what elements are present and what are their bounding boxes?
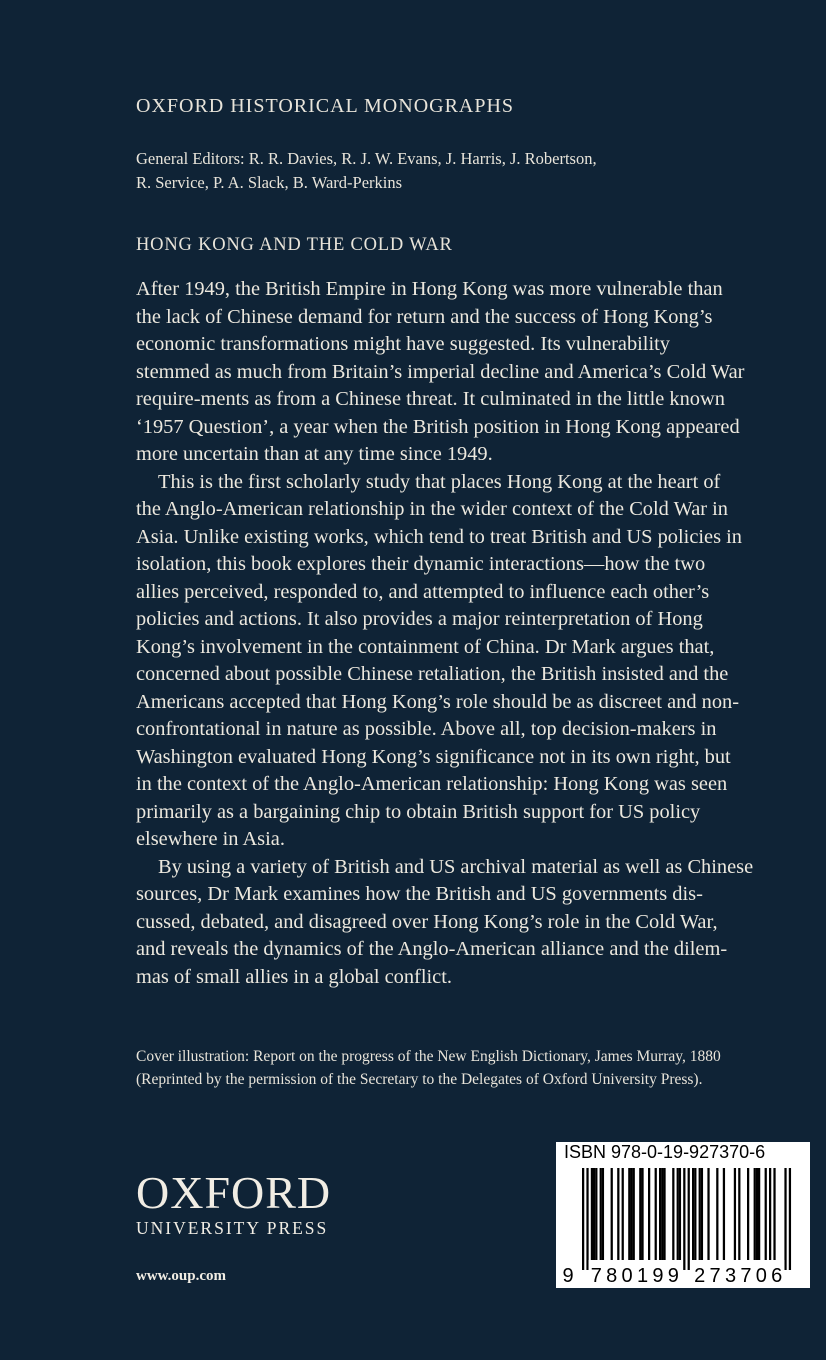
barcode-bar — [683, 1168, 685, 1270]
barcode-bar — [628, 1168, 630, 1260]
barcode-bar — [747, 1168, 749, 1260]
barcode-bar — [617, 1168, 619, 1260]
barcode-bar — [648, 1168, 650, 1260]
barcode-bar — [679, 1168, 681, 1260]
barcode-bar — [672, 1168, 674, 1260]
blurb-paragraph-3: By using a variety of British and US archival material as well as Chinese sources, Dr Mark examines how the British and US governments dis- cussed, debated, and disagreed over Hong Kong’s role in the Cold War, and reveals the dynamics of the Anglo-American alliance and the dilem- mas of small allies in a global conflict. — [136, 855, 754, 988]
isbn-label: ISBN 978-0-19-927370-6 — [564, 1142, 766, 1162]
publisher-logo — [136, 1167, 332, 1239]
barcode-bar — [641, 1168, 643, 1260]
barcode-digit: 0 — [621, 1265, 633, 1287]
barcode-bar — [586, 1168, 588, 1270]
barcode-bar — [661, 1168, 663, 1260]
blurb-paragraph-1: After 1949, the British Empire in Hong Kong was more vulnerable than the lack of Chinese demand for return and the success of Hong Kong’s economic transformations might have suggested. Its vulnerability stemmed as much from Britain’s imperial decline and America’s Cold War require-ments as from a Chinese threat. It culminated in the little known ‘1957 Question’, a year when the British position in Hong Kong appeared more uncertain than at any time since 1949. — [136, 278, 745, 465]
blurb — [136, 276, 816, 991]
barcode-bar — [688, 1168, 690, 1270]
general-editors-text: General Editors: R. R. Davies, R. J. W. Evans, J. Harris, J. Robertson, R. Service, P. A. Slack, B. Ward-Perkins — [136, 149, 597, 192]
barcode-bar — [633, 1168, 635, 1260]
publisher-subname: UNIVERSITY PRESS — [136, 1218, 329, 1238]
barcode-digit: 3 — [724, 1265, 737, 1287]
barcode-bar — [773, 1168, 775, 1260]
barcode-bar — [716, 1168, 718, 1260]
barcode-digit: 9 — [667, 1265, 679, 1287]
isbn-barcode — [556, 1142, 810, 1288]
barcode-bar — [602, 1168, 604, 1260]
barcode-digit: 0 — [755, 1265, 767, 1287]
barcode-bar — [784, 1168, 786, 1270]
barcode-bar — [595, 1168, 597, 1260]
series-title: OXFORD HISTORICAL MONOGRAPHS — [136, 95, 515, 117]
barcode-bar — [789, 1168, 791, 1270]
barcode-bar — [593, 1168, 595, 1260]
barcode-digit: 8 — [606, 1265, 618, 1287]
publisher-name: OXFORD — [136, 1167, 332, 1218]
barcode-digits: 9 — [562, 1265, 574, 1287]
barcode-bar — [611, 1168, 613, 1260]
blurb-paragraph-2: This is the first scholarly study that places Hong Kong at the heart of the Anglo-American relationship in the wider context of the Cold War in Asia. Unlike existing works, which tend to treat British and US policies in isolation, this book explores their dynamic interactions—how the two allies perceived, responded to, and attempted to influence each other’s policies and actions. It also provides a major reinterpretation of Hong Kong’s involvement in the containment of China. Dr Mark argues that, concerned about possible Chinese retaliation, the British insisted and the Americans accepted that Hong Kong’s role should be as discreet and non- confrontational in nature as possible. Above all, top decision-makers in Washington evaluated Hong Kong’s significance not in its own right, but in the context of the Anglo-American relationship: Hong Kong was seen primarily as a bargaining chip to obtain British support for US policy elsewhere in Asia. — [136, 470, 742, 850]
barcode-digit: 1 — [636, 1265, 649, 1287]
barcode-bar — [591, 1168, 593, 1260]
barcode-bar — [663, 1168, 665, 1260]
barcode-bar — [699, 1168, 701, 1260]
barcode-bar — [769, 1168, 771, 1260]
barcode-bar — [622, 1168, 624, 1260]
barcode-digit: 7 — [709, 1265, 721, 1287]
barcode-bar — [630, 1168, 632, 1260]
barcode-bar — [734, 1168, 736, 1260]
barcode-bar — [738, 1168, 740, 1260]
barcode-bar — [756, 1168, 758, 1260]
barcode-digit: 7 — [590, 1265, 602, 1287]
barcode-digit: 9 — [652, 1265, 664, 1287]
barcode-bar — [754, 1168, 756, 1260]
publisher-website: www.oup.com — [136, 1268, 227, 1284]
barcode-digit: 2 — [694, 1265, 706, 1287]
cover-illustration-note: Cover illustration: Report on the progress of the New English Dictionary, James Murray, 1880 (Reprinted by the permission of the Secretary to the Delegates of Oxford University Press). — [136, 1048, 721, 1088]
barcode-digit: 7 — [740, 1265, 752, 1287]
barcode-image — [556, 1166, 810, 1288]
barcode-digit: 6 — [771, 1265, 783, 1287]
barcode-bar — [765, 1168, 767, 1260]
barcode-bar — [692, 1168, 694, 1260]
barcode-bar — [694, 1168, 696, 1260]
barcode-bar — [655, 1168, 657, 1260]
general-editors — [136, 147, 736, 195]
barcode-bar — [677, 1168, 679, 1260]
book-title: HONG KONG AND THE COLD WAR — [136, 235, 453, 255]
barcode-bar — [582, 1168, 584, 1270]
barcode-bar — [723, 1168, 725, 1260]
barcode-bar — [707, 1168, 709, 1260]
barcode-bar — [600, 1168, 602, 1260]
barcode-bar — [701, 1168, 703, 1260]
barcode-bar — [639, 1168, 641, 1260]
barcode-bar — [758, 1168, 760, 1260]
barcode-bar — [659, 1168, 661, 1260]
